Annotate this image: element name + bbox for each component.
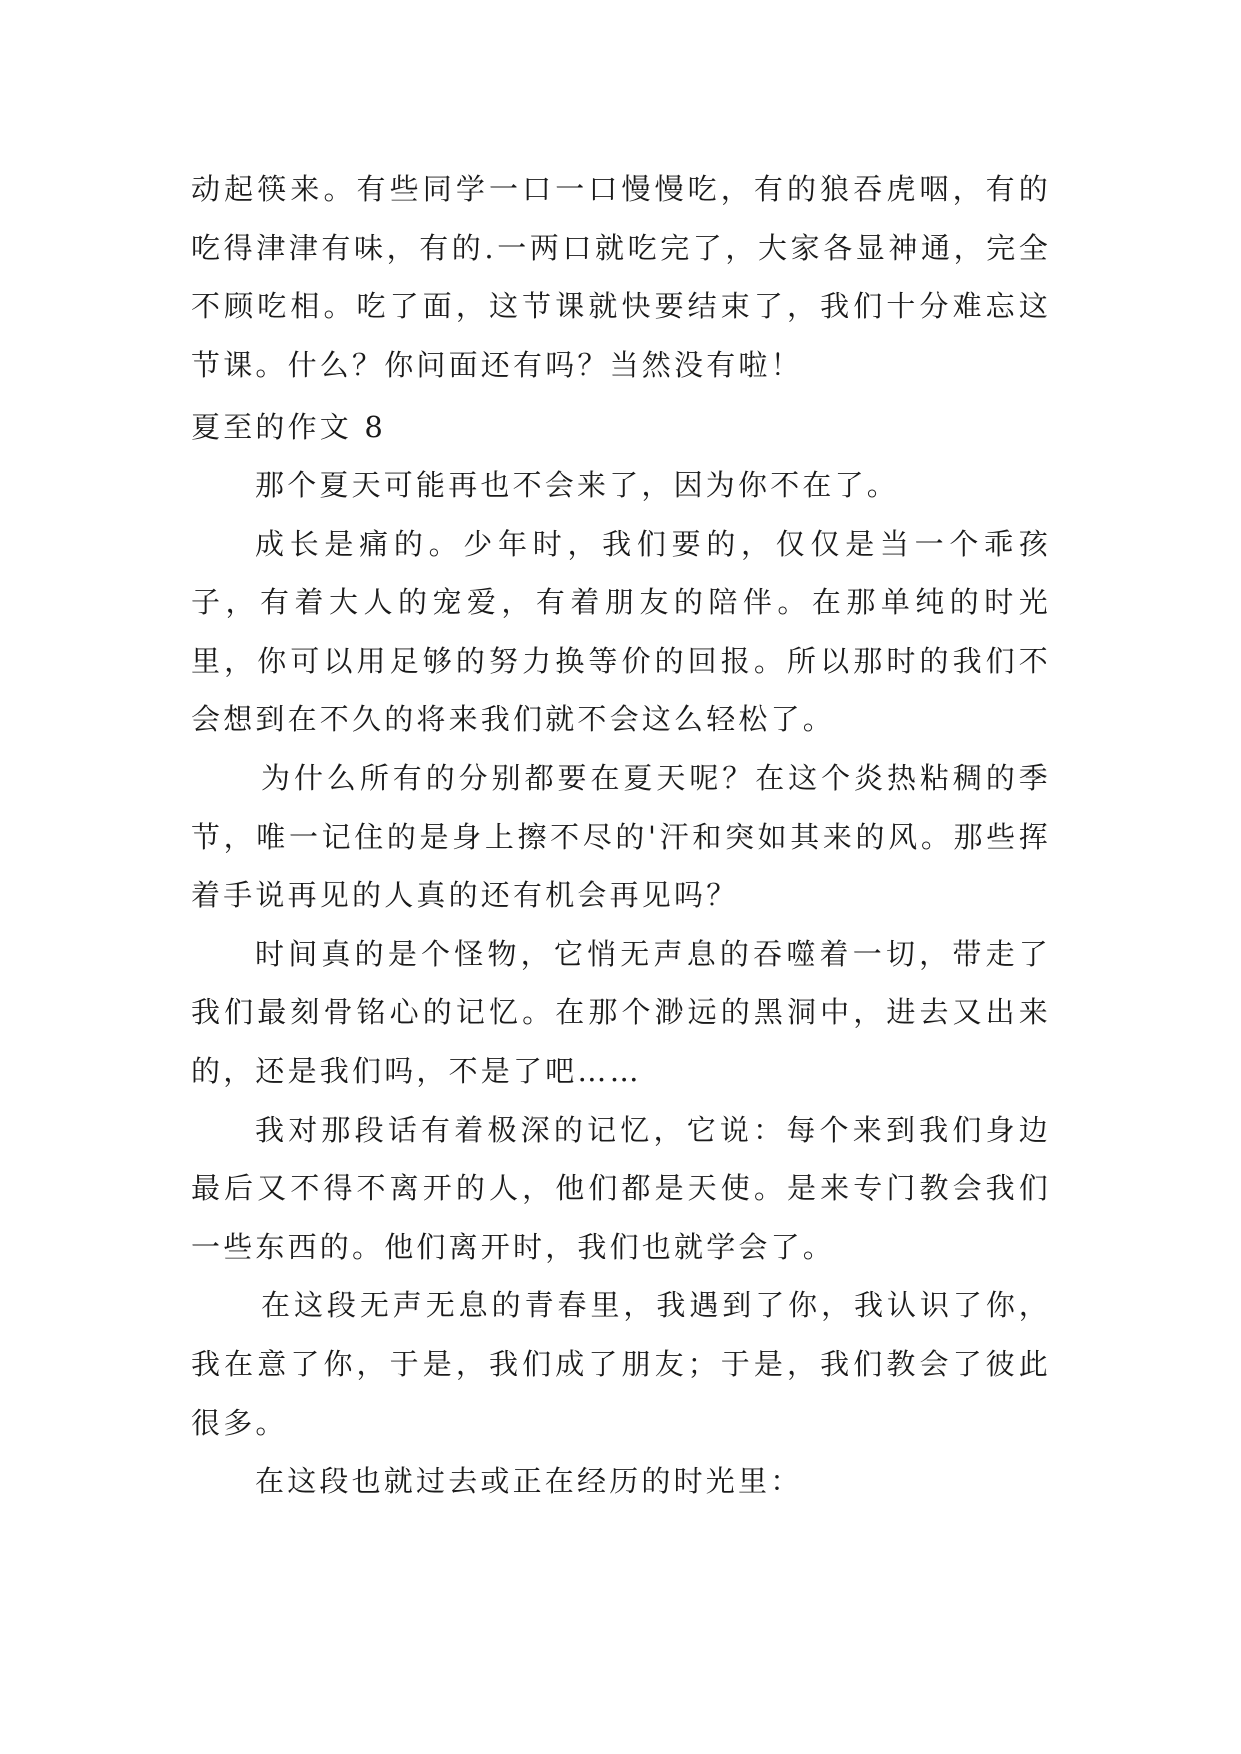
paragraph-1: 那个夏天可能再也不会来了，因为你不在了。 — [255, 468, 900, 502]
paragraph-4: 时间真的是个怪物，它悄无声息的吞噬着一切，带走了我们最刻骨铭心的记忆。在那个渺远的黑洞中，进去又出来的，还是我们吗，不是了吧…… — [191, 936, 1051, 1088]
section-block — [191, 398, 1051, 1511]
paragraph-6: 在这段无声无息的青春里，我遇到了你，我认识了你，我在意了你，于是，我们成了朋友；于是，我们教会了彼此很多。 — [191, 1288, 1051, 1440]
top-paragraph: 动起筷来。有些同学一口一口慢慢吃，有的狼吞虎咽，有的吃得津津有味，有的.一两口就吃完了，大家各显神通，完全不顾吃相。吃了面，这节课就快要结束了，我们十分难忘这节课。什么？你问面还有吗？当然没有啦！ — [191, 172, 1051, 382]
paragraph-5: 我对那段话有着极深的记忆，它说：每个来到我们身边最后又不得不离开的人，他们都是天使。是来专门教会我们一些东西的。他们离开时，我们也就学会了。 — [191, 1112, 1051, 1264]
paragraph-2: 成长是痛的。少年时，我们要的，仅仅是当一个乖孩子，有着大人的宠爱，有着朋友的陪伴。在那单纯的时光里，你可以用足够的努力换等价的回报。所以那时的我们不会想到在不久的将来我们就不会这么轻松了。 — [191, 526, 1051, 737]
top-text-block — [191, 160, 1051, 394]
paragraph-7: 在这段也就过去或正在经历的时光里： — [255, 1464, 803, 1499]
paragraph-3: 为什么所有的分别都要在夏天呢？在这个炎热粘稠的季节，唯一记住的是身上擦不尽的'汗和突如其来的风。那些挥着手说再见的人真的还有机会再见吗？ — [191, 760, 1051, 913]
section-title: 夏至的作文 8 — [191, 410, 387, 444]
